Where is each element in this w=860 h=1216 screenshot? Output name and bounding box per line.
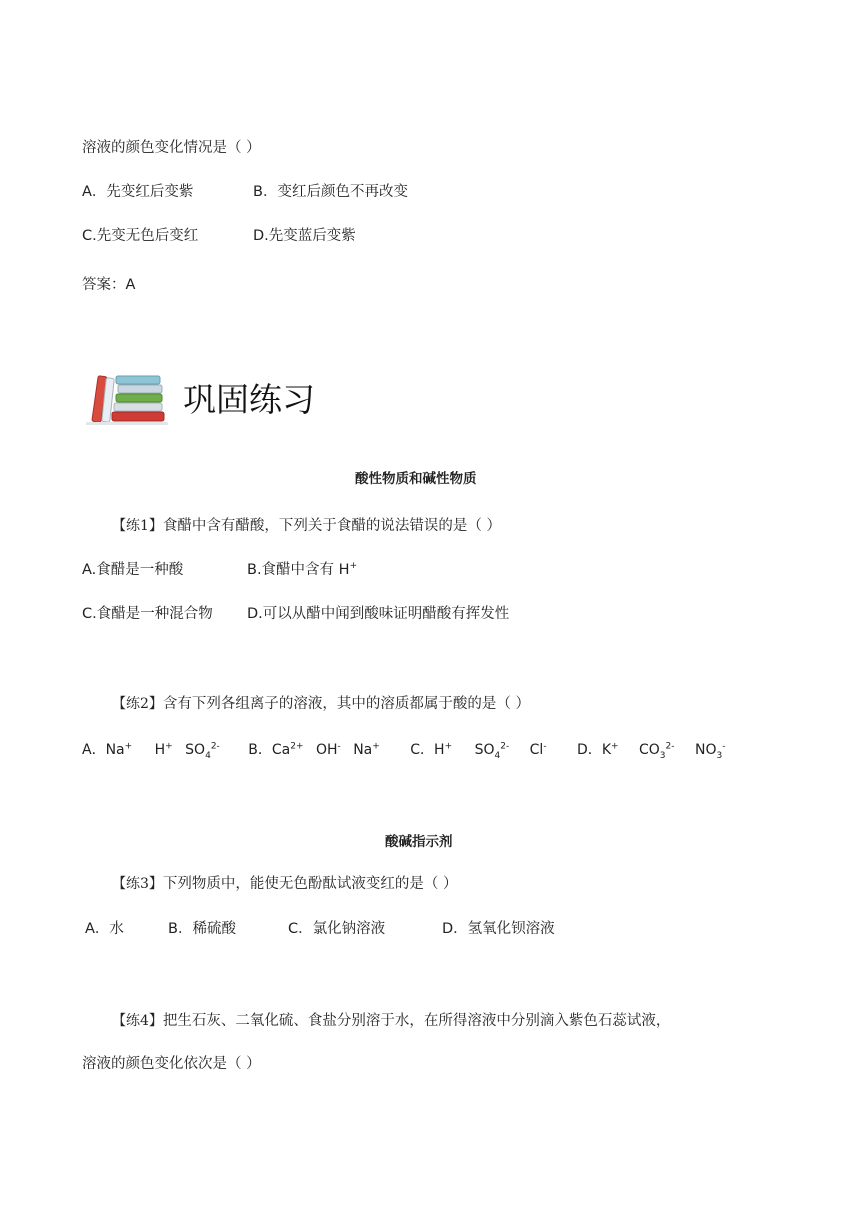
exercise-stem: 食醋中含有醋酸，下列关于食醋的说法错误的是（ ） — [162, 518, 502, 534]
subsection-title: 酸性物质和碱性物质 — [355, 471, 477, 487]
option-a-label: A． — [82, 742, 106, 758]
ion: $Ca^{2+}$ — [271, 741, 304, 758]
exercise-4 — [112, 1012, 670, 1030]
ion-options — [82, 741, 725, 759]
option-a: A．先变红后变紫 — [82, 184, 194, 200]
option-b: B.食醋中含有 H+ — [247, 561, 358, 578]
ion: $CO_3^{2-}$ — [639, 741, 675, 761]
option-a: A.食醋是一种酸 — [82, 562, 184, 578]
exercise-stem: 把生石灰、二氧化硫、食盐分别溶于水，在所得溶液中分别滴入紫色石蕊试液， — [162, 1013, 671, 1029]
option-d: D.可以从醋中闻到酸味证明醋酸有挥发性 — [247, 606, 510, 622]
exercise-stem-continued: 溶液的颜色变化依次是（ ） — [82, 1056, 261, 1072]
ion: OH- — [315, 741, 341, 758]
option-d-label: D． — [577, 742, 602, 758]
exercise-tag: 【练4】 — [112, 1013, 163, 1029]
option-c-label: C． — [410, 742, 435, 758]
option-b-label: B． — [248, 742, 272, 758]
ion: $SO_4^{2-}$ — [474, 741, 510, 761]
exercise-3 — [112, 875, 458, 893]
option-c: C.先变无色后变红 — [82, 228, 199, 244]
question-stem: 溶液的颜色变化情况是（ ） — [82, 140, 261, 156]
subsection-title: 酸碱指示剂 — [385, 834, 453, 850]
exercise-tag: 【练2】 — [112, 696, 163, 712]
option-d: D．氢氧化钡溶液 — [442, 921, 555, 937]
option-c: C．氯化钠溶液 — [288, 921, 386, 937]
ion: Na+ — [105, 741, 133, 758]
option-a: A．水 — [85, 921, 124, 937]
exercise-stem: 含有下列各组离子的溶液，其中的溶质都属于酸的是（ ） — [162, 696, 531, 712]
option-c: C.食醋是一种混合物 — [82, 606, 213, 622]
option-b: B．变红后颜色不再改变 — [253, 184, 408, 200]
answer: 答案：A — [82, 277, 136, 293]
ion: Na+ — [353, 741, 380, 758]
option-d: D.先变蓝后变紫 — [253, 228, 356, 244]
books-icon — [86, 370, 168, 426]
ion: H+ — [154, 741, 173, 758]
ion: $SO_4^{2-}$ — [185, 741, 220, 761]
option-b: B．稀硫酸 — [168, 921, 236, 937]
exercise-tag: 【练3】 — [112, 876, 163, 892]
ion: $NO_3^-$ — [694, 741, 726, 761]
exercise-1 — [112, 517, 501, 535]
ion: K+ — [601, 741, 619, 758]
exercise-2 — [112, 695, 530, 713]
exercise-stem: 下列物质中，能使无色酚酞试液变红的是（ ） — [162, 876, 458, 892]
section-title: 巩固练习 — [183, 380, 315, 419]
ion: Cl- — [529, 741, 547, 758]
ion: H+ — [434, 741, 453, 758]
exercise-tag: 【练1】 — [112, 518, 163, 534]
